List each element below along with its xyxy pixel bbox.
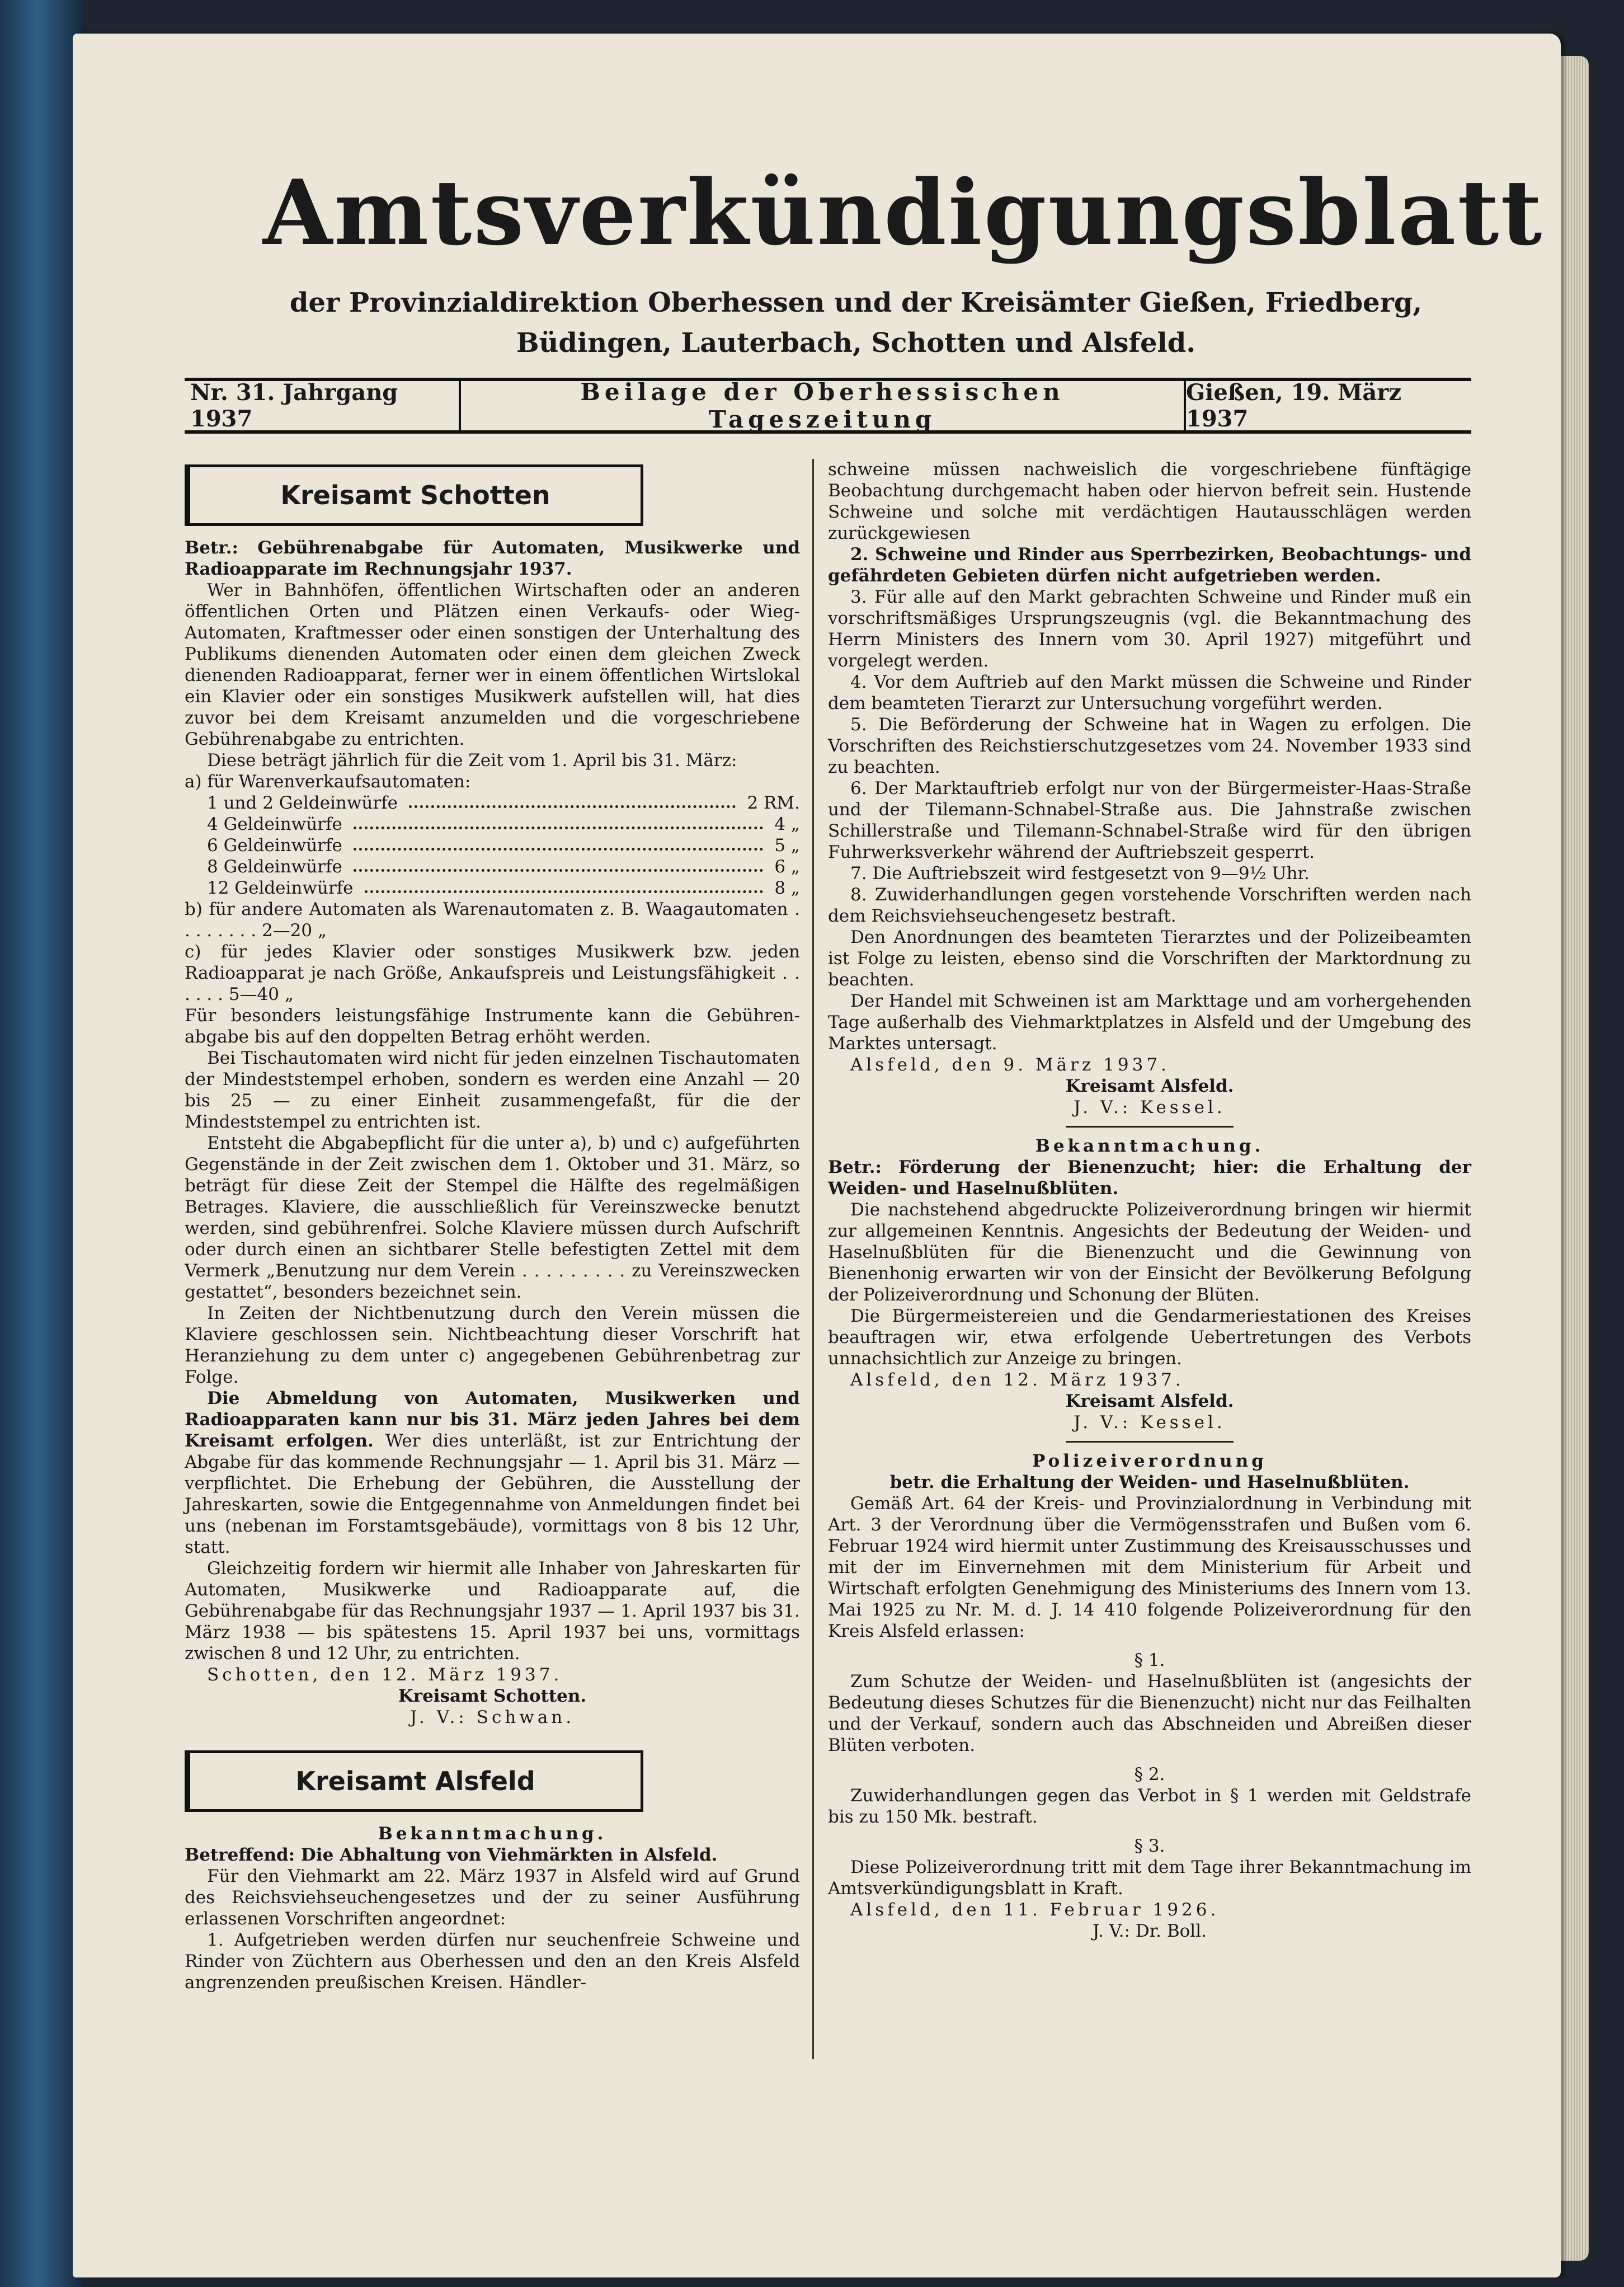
signature-name: J. V.: Kessel.	[1074, 1097, 1226, 1117]
fee-row	[185, 814, 800, 835]
subject-line	[185, 537, 800, 580]
signature-office: Kreisamt Schotten.	[398, 1686, 587, 1706]
paragraph: Für den Viehmarkt am 22. März 1937 in Alsfeld wird auf Grund des Reichsviehseuchengesetzes und der zu seiner Ausführung erlassenen Vorschriften angeordnet:	[185, 1866, 800, 1929]
book-spine	[0, 0, 84, 2287]
paragraph: 1. Aufgetrieben werden dürfen nur seuchenfreie Schweine und Rinder von Züchtern aus Oberhessen und den an den Kreis Alsfeld angrenzenden preußischen Kreisen. Händler-	[185, 1930, 800, 1993]
signature-office: Kreisamt Alsfeld.	[1065, 1076, 1234, 1096]
subject-line: Betreffend: Die Abhaltung von Viehmärkten in Alsfeld.	[185, 1845, 718, 1865]
newspaper-page	[73, 34, 1561, 2277]
paragraph: Zuwiderhandlungen gegen das Verbot in § 1 werden mit Geldstrafe bis zu 150 Mk. bestraft.	[828, 1786, 1471, 1827]
paragraph: Zum Schutze der Weiden- und Haselnußblüten ist (angesichts der Bedeutung dieses Schutzes für die Bienenzucht) nicht nur das Feilhalten und der Verkauf, sondern auch das Abschneiden und Abreißen dieser Blüten verboten.	[828, 1671, 1471, 1755]
separator-rule	[1066, 1126, 1234, 1128]
paragraph: 3. Für alle auf den Markt gebrachten Schweine und Rinder muß ein vorschriftsmäßiges Ursprungszeugnis (vgl. die Bekanntmachung des Herrn Ministers des Innern vom 30. April 1927) mitgeführt und vorgelegt werden.	[828, 587, 1471, 671]
ordinance-subtitle: betr. die Erhaltung der Weiden- und Haselnußblüten.	[889, 1472, 1410, 1492]
masthead-title: Amtsverkündigungsblatt	[263, 160, 1544, 265]
section-number: § 1.	[1134, 1650, 1165, 1670]
paragraph: 4. Vor dem Auftrieb auf den Markt müssen die Schweine und Rinder dem beamteten Tierarzt zur Untersuchung vorgeführt werden.	[828, 672, 1471, 713]
paragraph: In Zeiten der Nichtbenutzung durch den Verein müssen die Klaviere geschlossen sein. Nichtbeachtung dieser Vorschrift hat Heranziehung zu dem unter c) angegebenen Gebührenbetrag zur Folge.	[185, 1303, 800, 1387]
notice-title: Bekanntmachung.	[378, 1824, 607, 1844]
fee-row	[185, 877, 800, 899]
paragraph: Diese Polizeiverordnung tritt mit dem Tage ihrer Bekanntmachung im Amtsverkündigungsblatt in Kraft.	[828, 1857, 1471, 1899]
signature-place-date: Alsfeld, den 9. März 1937.	[850, 1055, 1170, 1075]
fee-amount: 4 „	[774, 814, 800, 834]
subject-line	[828, 1157, 1471, 1199]
paragraph	[185, 1388, 800, 1558]
right-column	[828, 459, 1471, 1942]
fee-amount: 5 „	[774, 835, 800, 856]
paragraph: schweine müssen nachweislich die vorgeschriebene fünftägige Beobachtung durchgemacht haben oder hiervon befreit sein. Hustende Schweine und solche mit verdächtigen Hautausschlägen werden zurückgewiesen	[828, 459, 1471, 543]
fee-amount: 6 „	[774, 857, 800, 877]
paragraph: Für besonders leistungsfähige Instrumente kann die Gebühren-abgabe bis auf den doppelten Betrag erhöht werden.	[185, 1006, 800, 1047]
separator-rule	[1066, 1441, 1234, 1443]
subject-text: Gebührenabgabe für Automaten, Musikwerke und Radioapparate im Rechnungsjahr 1937.	[185, 538, 801, 579]
paragraph: Die nachstehend abgedruckte Polizeiverordnung bringen wir hiermit zur allgemeinen Kenntnis. Angesichts der Bedeutung der Weiden- und Haselnußblüten für die Bienenzucht und die Gewinnung von Bienenhonig erwarten wir von der Einsicht der Bevölkerung Befolgung der Polizeiverordnung und Schonung der Blüten.	[828, 1200, 1471, 1305]
paragraph: Gleichzeitig fordern wir hiermit alle Inhaber von Jahreskarten für Automaten, Musikwerke und Radioapparate auf, die Gebührenabgabe für das Rechnungsjahr 1937 — 1. April 1937 bis 31. März 1938 — bis spätestens 15. April 1937 bei uns, vormittags zwischen 8 und 12 Uhr, zu entrichten.	[185, 1558, 800, 1664]
left-column	[185, 459, 800, 1993]
signature-place-date: Alsfeld, den 12. März 1937.	[850, 1370, 1184, 1390]
paragraph: Der Handel mit Schweinen ist am Markttage und am vorhergehenden Tage außerhalb des Viehmarktplatzes in Alsfeld und der Umgebung des Marktes untersagt.	[828, 991, 1471, 1054]
paragraph: 8. Zuwiderhandlungen gegen vorstehende Vorschriften werden nach dem Reichsviehseuchengesetz bestraft.	[828, 885, 1471, 926]
signature-name: J. V.: Schwan.	[409, 1707, 575, 1727]
paragraph: Diese beträgt jährlich für die Zeit vom 1. April bis 31. März:	[207, 750, 737, 771]
ordinance-title: Polizeiverordnung	[1032, 1451, 1267, 1471]
signature-place-date: Schotten, den 12. März 1937.	[207, 1665, 563, 1685]
fee-label: 12 Geldeinwürfe	[207, 878, 354, 898]
signature-place-date: Alsfeld, den 11. Februar 1926.	[850, 1900, 1220, 1920]
paragraph: Die Bürgermeistereien und die Gendarmeriestationen des Kreises beauftragen wir, etwa erfolgende Uebertretungen des Verbots unnachsichtlich zur Anzeige zu bringen.	[828, 1306, 1471, 1369]
subject-text: Förderung der Bienenzucht; hier: die Erhaltung der Weiden- und Haselnußblüten.	[828, 1157, 1471, 1199]
paragraph: Wer in Bahnhöfen, öffentlichen Wirtschaften oder an anderen öffentlichen Orten und Plätzen einen Verkaufs- oder Wieg-Automaten, Kraftmesser oder einen sonstigen der Unterhaltung des Publikums dienenden Automaten oder einen dem gleichen Zweck dienenden Radioapparat, ferner wer in einem öffentlichen Wirtslokal ein Klavier oder ein sonstiges Musikwerk aufstellen will, hat dies zuvor bei dem Kreisamt anzumelden und die vorgeschriebene Gebührenabgabe zu entrichten.	[185, 580, 800, 749]
section-number: § 3.	[1134, 1836, 1165, 1856]
fee-label: 8 Geldeinwürfe	[207, 857, 342, 877]
subject-label: Betr.:	[185, 538, 238, 558]
fee-label: 6 Geldeinwürfe	[207, 835, 342, 856]
fee-row	[185, 835, 800, 856]
paragraph: 5. Die Beförderung der Schweine hat in Wagen zu erfolgen. Die Vorschriften des Reichstierschutzgesetzes vom 24. November 1933 sind zu beachten.	[828, 715, 1471, 777]
fee-item-b: b) für andere Automaten als Warenautomaten z. B. Waagautomaten . . . . . . . . 2—20 „	[185, 899, 800, 941]
notice-title: Bekanntmachung.	[1035, 1136, 1264, 1156]
fee-heading: a) für Warenverkaufsautomaten:	[185, 772, 471, 792]
masthead-subtitle: der Provinzialdirektion Oberhessen und der Kreisämter Gießen, Friedberg, Büdingen, Lauterbach, Schotten und Alsfeld.	[289, 287, 1423, 359]
fee-item-c: c) für jedes Klavier oder sonstiges Musikwerk bzw. jeden Radioapparat je nach Größe, Ankaufspreis und Leistungsfähigkeit . . . . . . 5—40 „	[185, 942, 800, 1004]
fee-row	[185, 792, 800, 814]
issue-info-bar	[185, 378, 1471, 434]
fee-label: 1 und 2 Geldeinwürfe	[207, 793, 398, 813]
fee-label: 4 Geldeinwürfe	[207, 814, 342, 834]
subject-label: Betr.:	[828, 1157, 882, 1177]
fee-amount: 2 RM.	[747, 793, 800, 813]
issue-number: Nr. 31. Jahrgang 1937	[185, 381, 461, 430]
bold-notice: Die Abmeldung von Automaten, Musikwerken und Radioapparaten kann nur bis 31. März jeden Jahres bei dem Kreisamt erfolgen.	[185, 1388, 800, 1451]
section-heading-schotten: Kreisamt Schotten	[185, 464, 643, 526]
paragraph: 7. Die Auftriebszeit wird festgesetzt von 9—9½ Uhr.	[850, 863, 1310, 884]
fee-amount: 8 „	[774, 878, 800, 898]
paragraph: 2. Schweine und Rinder aus Sperrbezirken, Beobachtungs- und gefährdeten Gebieten dürfen nicht aufgetrieben werden.	[828, 544, 1471, 586]
paragraph: Gemäß Art. 64 der Kreis- und Provinzialordnung in Verbindung mit Art. 3 der Verordnung über die Vermögensstrafen und Bußen vom 6. Februar 1924 wird hiermit unter Zustimmung des Kreisausschusses und mit der im Einvernehmen mit dem Ministerium für Arbeit und Wirtschaft erfolgten Genehmigung des Ministeriums des Innern vom 13. Mai 1925 zu Nr. M. d. J. 14 410 folgende Polizeiverordnung für den Kreis Alsfeld erlassen:	[828, 1494, 1471, 1641]
section-heading-alsfeld: Kreisamt Alsfeld	[185, 1750, 643, 1812]
fee-row	[185, 856, 800, 877]
paragraph: Den Anordnungen des beamteten Tierarztes und der Polizeibeamten ist Folge zu leisten, ebenso sind die Vorschriften der Marktordnung zu beachten.	[828, 927, 1471, 990]
place-date: Gießen, 19. März 1937	[1184, 381, 1471, 430]
notice-rest: Wer dies unterläßt, ist zur Entrichtung der Abgabe für das kommende Rechnungsjahr — 1. April bis 31. März — verpflichtet. Die Erhebung der Gebühren, die Ausstellung der Jahreskarten, sowie die Entgegennahme von Anmeldungen findet bei uns (nebenan im Forstamtsgebäude), vormittags von 8 bis 12 Uhr, statt.	[185, 1431, 801, 1557]
signature-office: Kreisamt Alsfeld.	[1065, 1391, 1234, 1411]
signature-name: J. V.: Dr. Boll.	[1093, 1921, 1207, 1941]
signature-name: J. V.: Kessel.	[1074, 1412, 1226, 1433]
paragraph: Entsteht die Abgabepflicht für die unter a), b) und c) aufgeführten Gegenstände in der Zeit zwischen dem 1. Oktober und 31. März, so beträgt für diese Zeit der Stempel die Hälfte des regelmäßigen Betrages. Klaviere, die ausschließlich für Vereinszwecke benutzt werden, sind gebührenfrei. Solche Klaviere müssen durch Aufschrift oder durch einen an sichtbarer Stelle befestigten Zettel mit dem Vermerk „Benutzung nur dem Verein . . . . . . . . . zu Vereinszwecken gestattet“, besonders bezeichnet sein.	[185, 1133, 800, 1302]
paragraph: 6. Der Marktauftrieb erfolgt nur von der Bürgermeister-Haas-Straße und der Tilemann-Schnabel-Straße aus. Die Jahnstraße zwischen Schillerstraße und Tilemann-Schnabel-Straße wird für den übrigen Fuhrwerksverkehr während der Auftriebszeit gesperrt.	[828, 778, 1471, 862]
paragraph: Bei Tischautomaten wird nicht für jeden einzelnen Tischautomaten der Mindeststempel erhoben, sondern es werden eine Anzahl — 20 bis 25 — zu einer Einheit zusammengefaßt, für die der Mindeststempel zu entrichten ist.	[185, 1048, 800, 1132]
supplement-title: Beilage der Oberhessischen Tageszeitung	[580, 378, 1065, 433]
column-divider	[812, 459, 814, 2059]
section-number: § 2.	[1134, 1764, 1165, 1784]
